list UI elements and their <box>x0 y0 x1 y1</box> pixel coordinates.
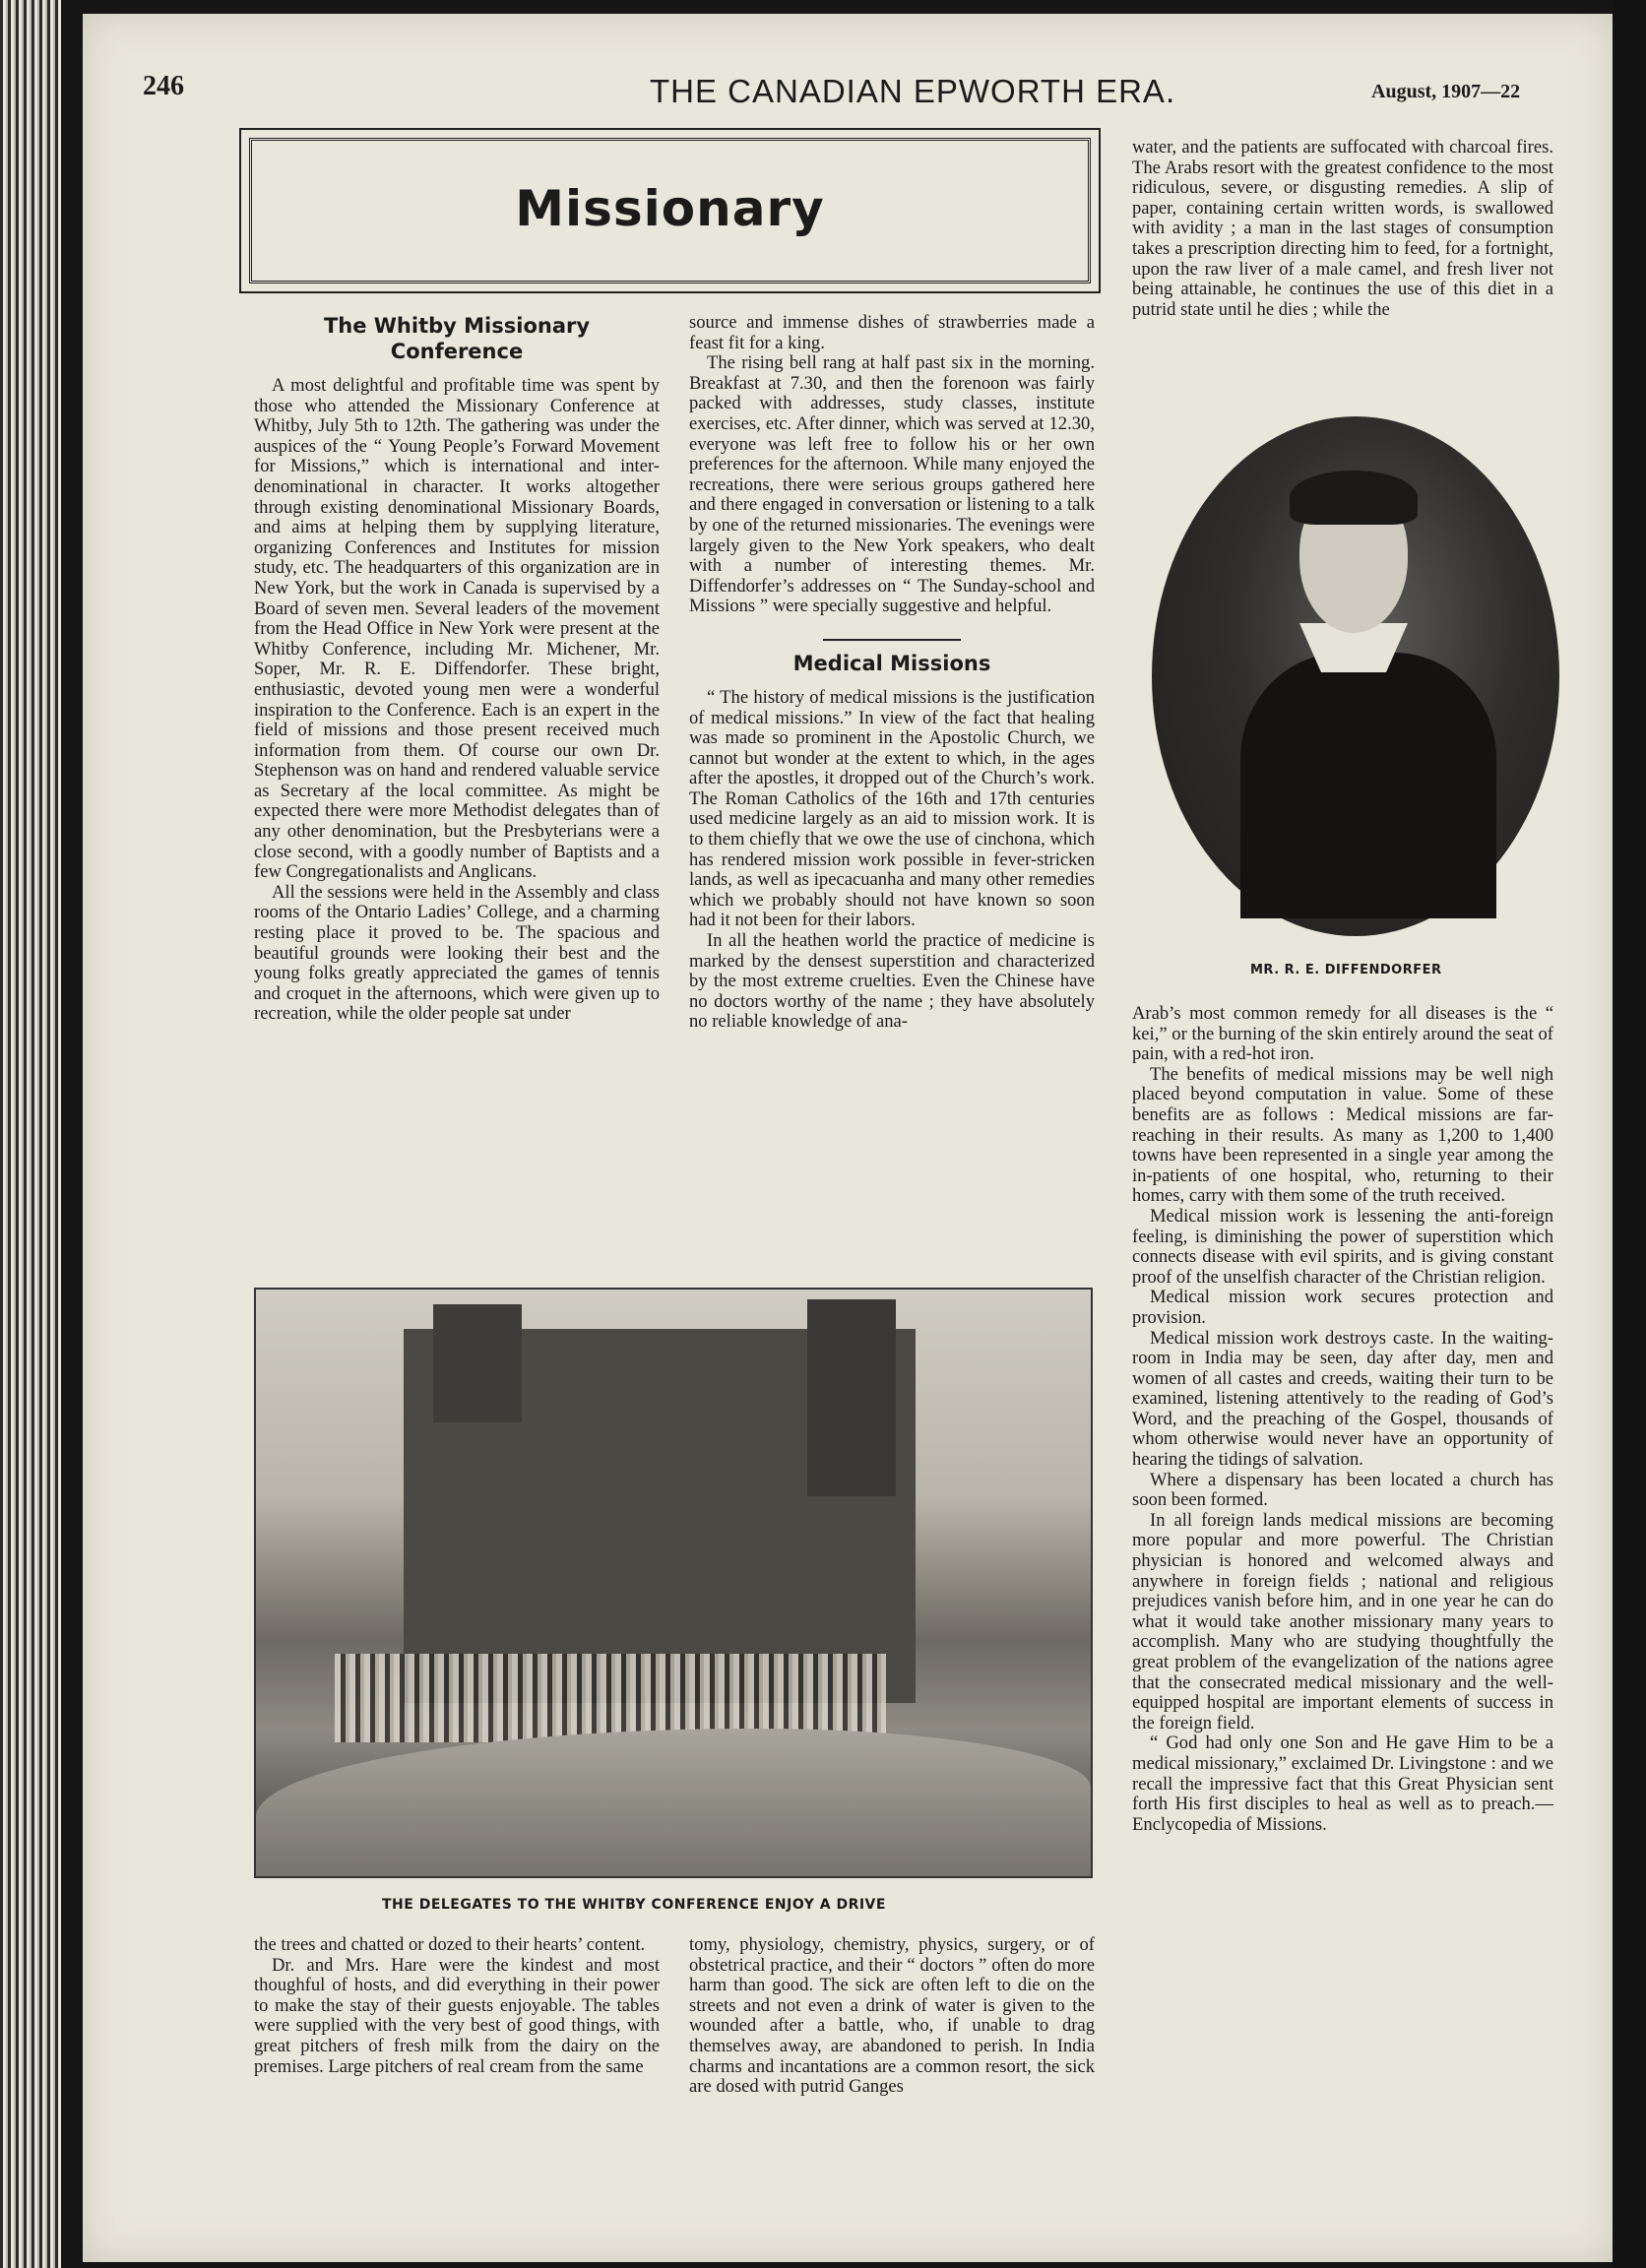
photo-caption: THE DELEGATES TO THE WHITBY CONFERENCE ENJOY A DRIVE <box>382 1897 886 1913</box>
section-title: Missionary <box>515 180 825 237</box>
paragraph: Dr. and Mrs. Hare were the kindest and most thoughful of hosts, and did everything in their power to make the stay of their guests enjoyable. The tables were supplied with the very best of good things, with great pitchers of fresh milk from the dairy on the premises. Large pitchers of real cream from the same <box>254 1954 660 2077</box>
article-column-3-top <box>1132 138 1553 320</box>
paragraph: Medical mission work secures protection and provision. <box>1132 1287 1553 1328</box>
article-column-1 <box>254 313 660 1025</box>
article-column-2-bottom <box>689 1935 1095 2098</box>
building-turret <box>807 1299 896 1496</box>
portrait-coat <box>1240 653 1496 918</box>
page-number: 246 <box>143 71 184 101</box>
masthead: THE CANADIAN EPWORTH ERA. <box>650 73 1176 109</box>
book-binding <box>0 0 61 2268</box>
paragraph: water, and the patients are suffocated with charcoal fires. The Arabs resort with the greatest confidence to the most ridiculous, severe, or disgusting remedies. A slip of paper, containing certain written words, is swallowed with avidity ; a man in the last stages of consumption takes a prescription directing him to feed, for a fortnight, upon the raw liver of a male camel, and fresh liver not being attainable, he continues the use of this diet in a putrid state until he dies ; while the <box>1132 137 1553 320</box>
conference-photo <box>254 1288 1093 1878</box>
driveway <box>256 1729 1091 1876</box>
paragraph: tomy, physiology, chemistry, physics, surgery, or of obstetrical practice, and their “ doctors ” often do more harm than good. The sick are often left to die on the streets and not even a drink of water is given to the wounded after a battle, who, if unable to drag themselves away, are abandoned to perish. In India charms and incantations are a common resort, the sick are dosed with putrid Ganges <box>689 1934 1095 2098</box>
paragraph: “ The history of medical missions is the justification of medical missions.” In view of the fact that healing was made so prominent in the Apostolic Church, we cannot but wonder at the extent to which, in the ages after the apostles, it dropped out of the Church’s work. The Roman Catholics of the 16th and 17th centuries used medicine largely as an aid to mission work. It is to them chiefly that we owe the use of cinchona, which has rendered mission work possible in fever-stricken lands, as well as ipecacuanha and many other remedies which we probably should not have known so soon had it not been for their labors. <box>689 686 1095 931</box>
section-title-box <box>249 138 1091 284</box>
paragraph: source and immense dishes of strawberries made a feast fit for a king. <box>689 312 1095 353</box>
article-column-3-bottom <box>1132 1004 1553 1835</box>
paragraph: The benefits of medical missions may be well nigh placed beyond computation in value. Some of these benefits are as follows : Medical missions are far-reaching in their results. As many as 1,200 to 1,400 towns have been represented in a single year among the in-patients of one hospital, who, returning to their homes, carry with them some of the truth received. <box>1132 1063 1553 1207</box>
paragraph: Medical mission work destroys caste. In the waiting-room in India may be seen, day after day, men and women of all castes and creeds, waiting their turn to be examined, listening attentively to the reading of God’s Word, and the preaching of the Gospel, thousands of whom otherwise would never have an opportunity of hearing the tidings of salvation. <box>1132 1327 1553 1471</box>
paragraph: Arab’s most common remedy for all diseases is the “ kei,” or the burning of the skin entirely around the seat of pain, with a red-hot iron. <box>1132 1003 1553 1065</box>
page-edge <box>1613 0 1646 2268</box>
portrait-photo <box>1152 416 1559 936</box>
article-title <box>254 313 660 364</box>
paragraph: All the sessions were held in the Assembly and class rooms of the Ontario Ladies’ College, and a charming resting place it proved to be. The spacious and beautiful grounds were looking their best and the young folks greatly appreciated the games of tennis and croquet in the afternoons, which were given up to recreation, while the older people sat under <box>254 881 660 1025</box>
paragraph: the trees and chatted or dozed to their hearts’ content. <box>254 1934 646 1955</box>
paragraph: The rising bell rang at half past six in the morning. Breakfast at 7.30, and then the forenoon was fairly packed with addresses, study classes, institute exercises, etc. After dinner, which was served at 12.30, everyone was left free to follow his or her own preferences for the afternoon. While many enjoyed the recreations, there were serious groups gathered here and there engaged in conversation or listening to a talk by one of the returned missionaries. The evenings were largely given to the New York speakers, who dealt with a number of interesting themes. Mr. Diffendorfer’s addresses on “ The Sunday-school and Missions ” were specially suggestive and helpful. <box>689 352 1095 617</box>
building-tower <box>433 1304 522 1422</box>
portrait-caption: MR. R. E. DIFFENDORFER <box>1250 963 1442 977</box>
article-column-1-bottom <box>254 1935 660 2077</box>
medical-missions-title: Medical Missions <box>792 651 991 675</box>
paragraph: In all the heathen world the practice of medicine is marked by the densest superstition and characterized by the most extreme cruelties. Even the Chinese have no doctors worthy of the name ; they have absolutely no reliable knowledge of ana- <box>689 930 1095 1033</box>
article-title-line1: The Whitby Missionary <box>323 314 591 338</box>
paragraph: A most delightful and profitable time was spent by those who attended the Missionary Conference at Whitby, July 5th to 12th. The gathering was under the auspices of the “ Young People’s Forward Movement for Missions,” which is international and inter-denominational in character. It works altogether through existing denominational Missionary Boards, and aims at helping them by supplying literature, organizing Conferences and Institutes for mission study, etc. The headquarters of this organization are in New York, but the work in Canada is supervised by a Board of seven men. Several leaders of the movement from the Head Office in New York were present at the Whitby Conference, including Mr. Michener, Mr. Soper, Mr. R. E. Diffendorfer. These bright, enthusiastic, devoted young men were a wonderful inspiration to the Conference. Each is an expert in the field of missions and those present received much information from them. Of course our own Dr. Stephenson was on hand and rendered valuable service as Secretary af the local committee. As might be expected there were more Methodist delegates than of any other denomination, but the Presbyterians were a close second, with a goodly number of Baptists and a few Congregationalists and Anglicans. <box>254 375 660 883</box>
article-column-2 <box>689 313 1095 1033</box>
portrait-hair <box>1290 471 1418 525</box>
article-title-line2: Conference <box>390 340 524 363</box>
paragraph: Where a dispensary has been located a church has soon been formed. <box>1132 1469 1553 1511</box>
paragraph: Medical mission work is lessening the anti-foreign feeling, is diminishing the power of superstition which connects disease with evil spirits, and is giving constant proof of the unselfish character of the Christian religion. <box>1132 1205 1553 1288</box>
paragraph: “ God had only one Son and He gave Him to be a medical missionary,” exclaimed Dr. Livingstone : and we recall the impressive fact that this Great Physician sent forth His first disciples to heal as well as to preach.—Enclycopedia of Missions. <box>1132 1732 1553 1835</box>
paragraph: In all foreign lands medical missions are becoming more popular and more powerful. The Christian physician is honored and welcomed always and anywhere in foreign fields ; national and religious prejudices vanish before him, and in one year he can do what it would take another missionary many years to accomplish. Many who are studying thoughtfully the great problem of the evangelization of the nations agree that the consecrated medical missionary and the well-equipped hospital are important elements of success in the foreign field. <box>1132 1509 1553 1733</box>
dateline: August, 1907—22 <box>1371 81 1521 102</box>
